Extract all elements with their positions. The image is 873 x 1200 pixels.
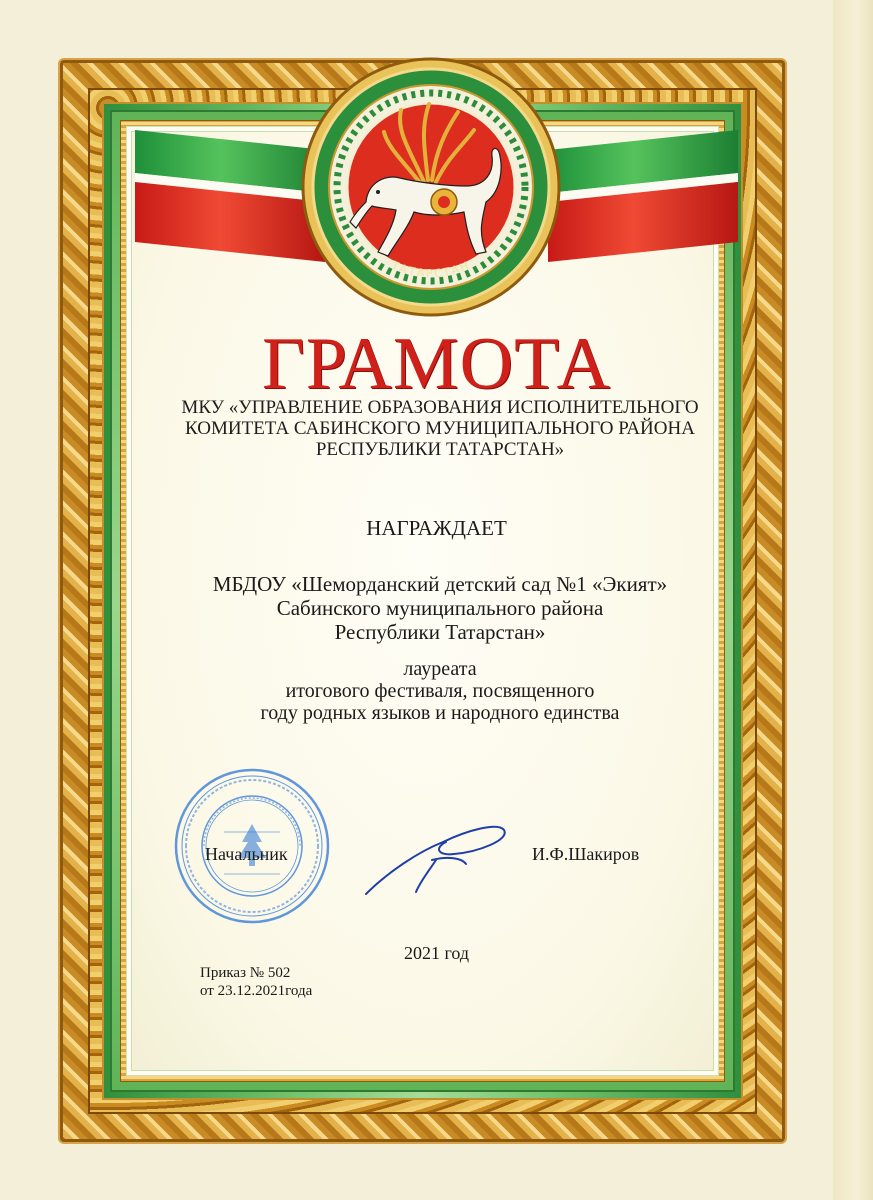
issue-year: 2021 год: [403, 943, 470, 963]
laureate-line: лауреата: [403, 658, 477, 680]
emblem-ring-text: ТАТАРСТАН: [389, 258, 473, 281]
recipient-line: Сабинского муниципального района: [276, 596, 604, 620]
handwritten-signature-icon: [358, 812, 518, 902]
tatarstan-coat-of-arms-icon: [296, 52, 566, 322]
recipient-line: Республики Татарстан»: [334, 620, 546, 644]
paper-edge: [833, 0, 873, 1200]
certificate-title: ГРАМОТА: [261, 323, 612, 405]
order-number: Приказ № 502: [200, 965, 291, 981]
laureate-block: [160, 658, 720, 724]
issuer-line: РЕСПУБЛИКИ ТАТАРСТАН»: [315, 439, 565, 460]
tatarstan-flag-right: [548, 130, 738, 262]
recipient-block: [160, 572, 720, 644]
signer-title: Начальник: [205, 844, 288, 864]
issuer-line: МКУ «УПРАВЛЕНИЕ ОБРАЗОВАНИЯ ИСПОЛНИТЕЛЬНОГО: [181, 397, 699, 418]
laureate-line: году родных языков и народного единства: [260, 702, 620, 724]
laureate-line: итогового фестиваля, посвященного: [285, 680, 595, 702]
signer-name: И.Ф.Шакиров: [532, 844, 640, 864]
order-block: [200, 964, 312, 1000]
issuer-line: КОМИТЕТА САБИНСКОГО МУНИЦИПАЛЬНОГО РАЙОНА: [185, 418, 695, 439]
awards-label: НАГРАЖДАЕТ: [366, 516, 507, 540]
issuer-block: [160, 397, 720, 460]
order-date: от 23.12.2021года: [200, 983, 313, 999]
recipient-line: МБДОУ «Шеморданский детский сад №1 «Экият»: [212, 572, 668, 596]
